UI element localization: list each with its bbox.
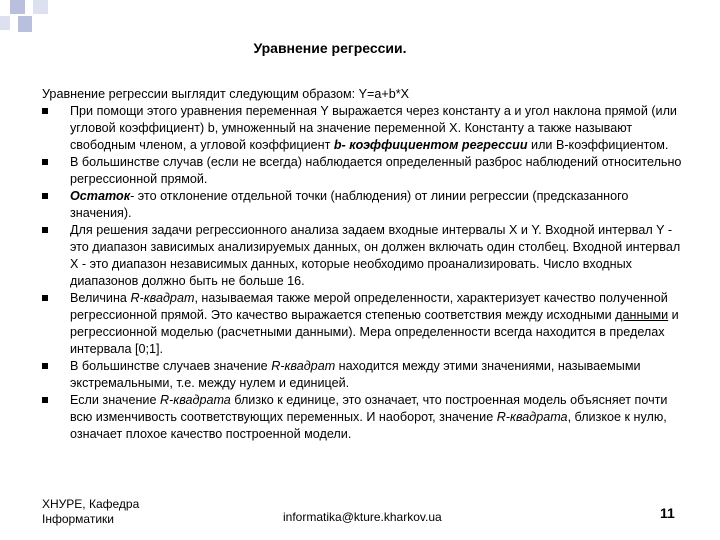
list-item bbox=[42, 188, 682, 222]
square-bullet-icon bbox=[42, 159, 48, 165]
footer-email: informatika@kture.kharkov.ua bbox=[283, 510, 442, 524]
bullet-text: Величина bbox=[70, 291, 131, 305]
square-bullet-icon bbox=[42, 227, 48, 233]
bullet-text: и регрессионной моделью (расчетными данными). Мера определенности всегда находится в пределах интервала [0;1]. bbox=[70, 308, 679, 356]
bullet-italic-term: R-квадрата bbox=[159, 393, 231, 407]
bullet-text: В большинстве случав (если не всегда) наблюдается определенный разброс наблюдений относительно регрессионной прямой. bbox=[70, 155, 682, 186]
footer-org-line: Інформатики bbox=[42, 512, 114, 526]
bullet-italic-term: R-квадрата bbox=[496, 410, 568, 424]
bullet-text: близко к единице, это означает, что построенная модель объясняет почти всю изменчивость соответствующих переменных. И наоборот, значение bbox=[70, 393, 668, 424]
page-number: 11 bbox=[660, 505, 675, 521]
list-item bbox=[42, 103, 682, 154]
square-bullet-icon bbox=[42, 108, 48, 114]
bullet-bold-term: b- коэффициентом регрессии bbox=[333, 138, 528, 152]
bullet-text: - это отклонение отдельной точки (наблюдения) от линии регрессии (предсказанного значения). bbox=[70, 189, 629, 220]
bullet-text: В большинстве случаев значение bbox=[70, 359, 272, 373]
footer-org-line: ХНУРЕ, Кафедра bbox=[42, 497, 140, 511]
square-bullet-icon bbox=[42, 397, 48, 403]
bullet-text: , близкое к нулю, означает плохое качество построенной модели. bbox=[70, 410, 667, 441]
bullet-italic-term: R-квадрат bbox=[130, 291, 195, 305]
slide-title bbox=[0, 40, 720, 56]
corner-decoration bbox=[0, 0, 720, 40]
slide-content bbox=[42, 86, 682, 443]
bullet-italic-term: R-квадрат bbox=[271, 359, 336, 373]
intro-line: Уравнение регрессии выглядит следующим образом: Y=a+b*X bbox=[42, 87, 410, 101]
list-item bbox=[42, 222, 682, 290]
list-item bbox=[42, 290, 682, 358]
bullet-text: При помощи этого уравнения переменная Y выражается через константу a и угол наклона прямой (или угловой коэффициент) b, умноженный на значение переменной X. Константу a также называют свободным членом, а угловой коэффициент bbox=[70, 104, 677, 152]
bullet-text: , называемая также мерой определенности, характеризует качество полученной регрессионной прямой. Это качество выражается степенью соответствия между исходными bbox=[70, 291, 668, 322]
deco-square bbox=[0, 16, 10, 30]
slide-title-text: Уравнение регрессии. bbox=[253, 40, 407, 56]
deco-square bbox=[10, 0, 25, 14]
bullet-text: или B-коэффициентом. bbox=[527, 138, 669, 152]
list-item bbox=[42, 154, 682, 188]
deco-square bbox=[33, 0, 48, 14]
square-bullet-icon bbox=[42, 295, 48, 301]
bullet-text: Для решения задачи регрессионного анализа задаем входные интервалы X и Y. Входной интервал Y - это диапазон зависимых анализируемых данных, он должен включать один столбец. Входной интервал X - это диапазон независимых данных, которые необходимо проанализировать. Число входных диапазонов должно быть не больше 16. bbox=[70, 223, 681, 288]
square-bullet-icon bbox=[42, 193, 48, 199]
list-item bbox=[42, 392, 682, 443]
bullet-bold-term: Остаток bbox=[70, 189, 131, 203]
deco-square bbox=[18, 16, 32, 32]
data-link[interactable]: данными bbox=[615, 308, 669, 322]
bullet-text: находится между этими значениями, называемыми экстремальными, т.е. между нулем и единицей. bbox=[70, 359, 641, 390]
bullet-list bbox=[42, 103, 682, 443]
list-item bbox=[42, 358, 682, 392]
square-bullet-icon bbox=[42, 363, 48, 369]
footer-organization bbox=[42, 497, 139, 527]
bullet-text: Если значение bbox=[70, 393, 160, 407]
